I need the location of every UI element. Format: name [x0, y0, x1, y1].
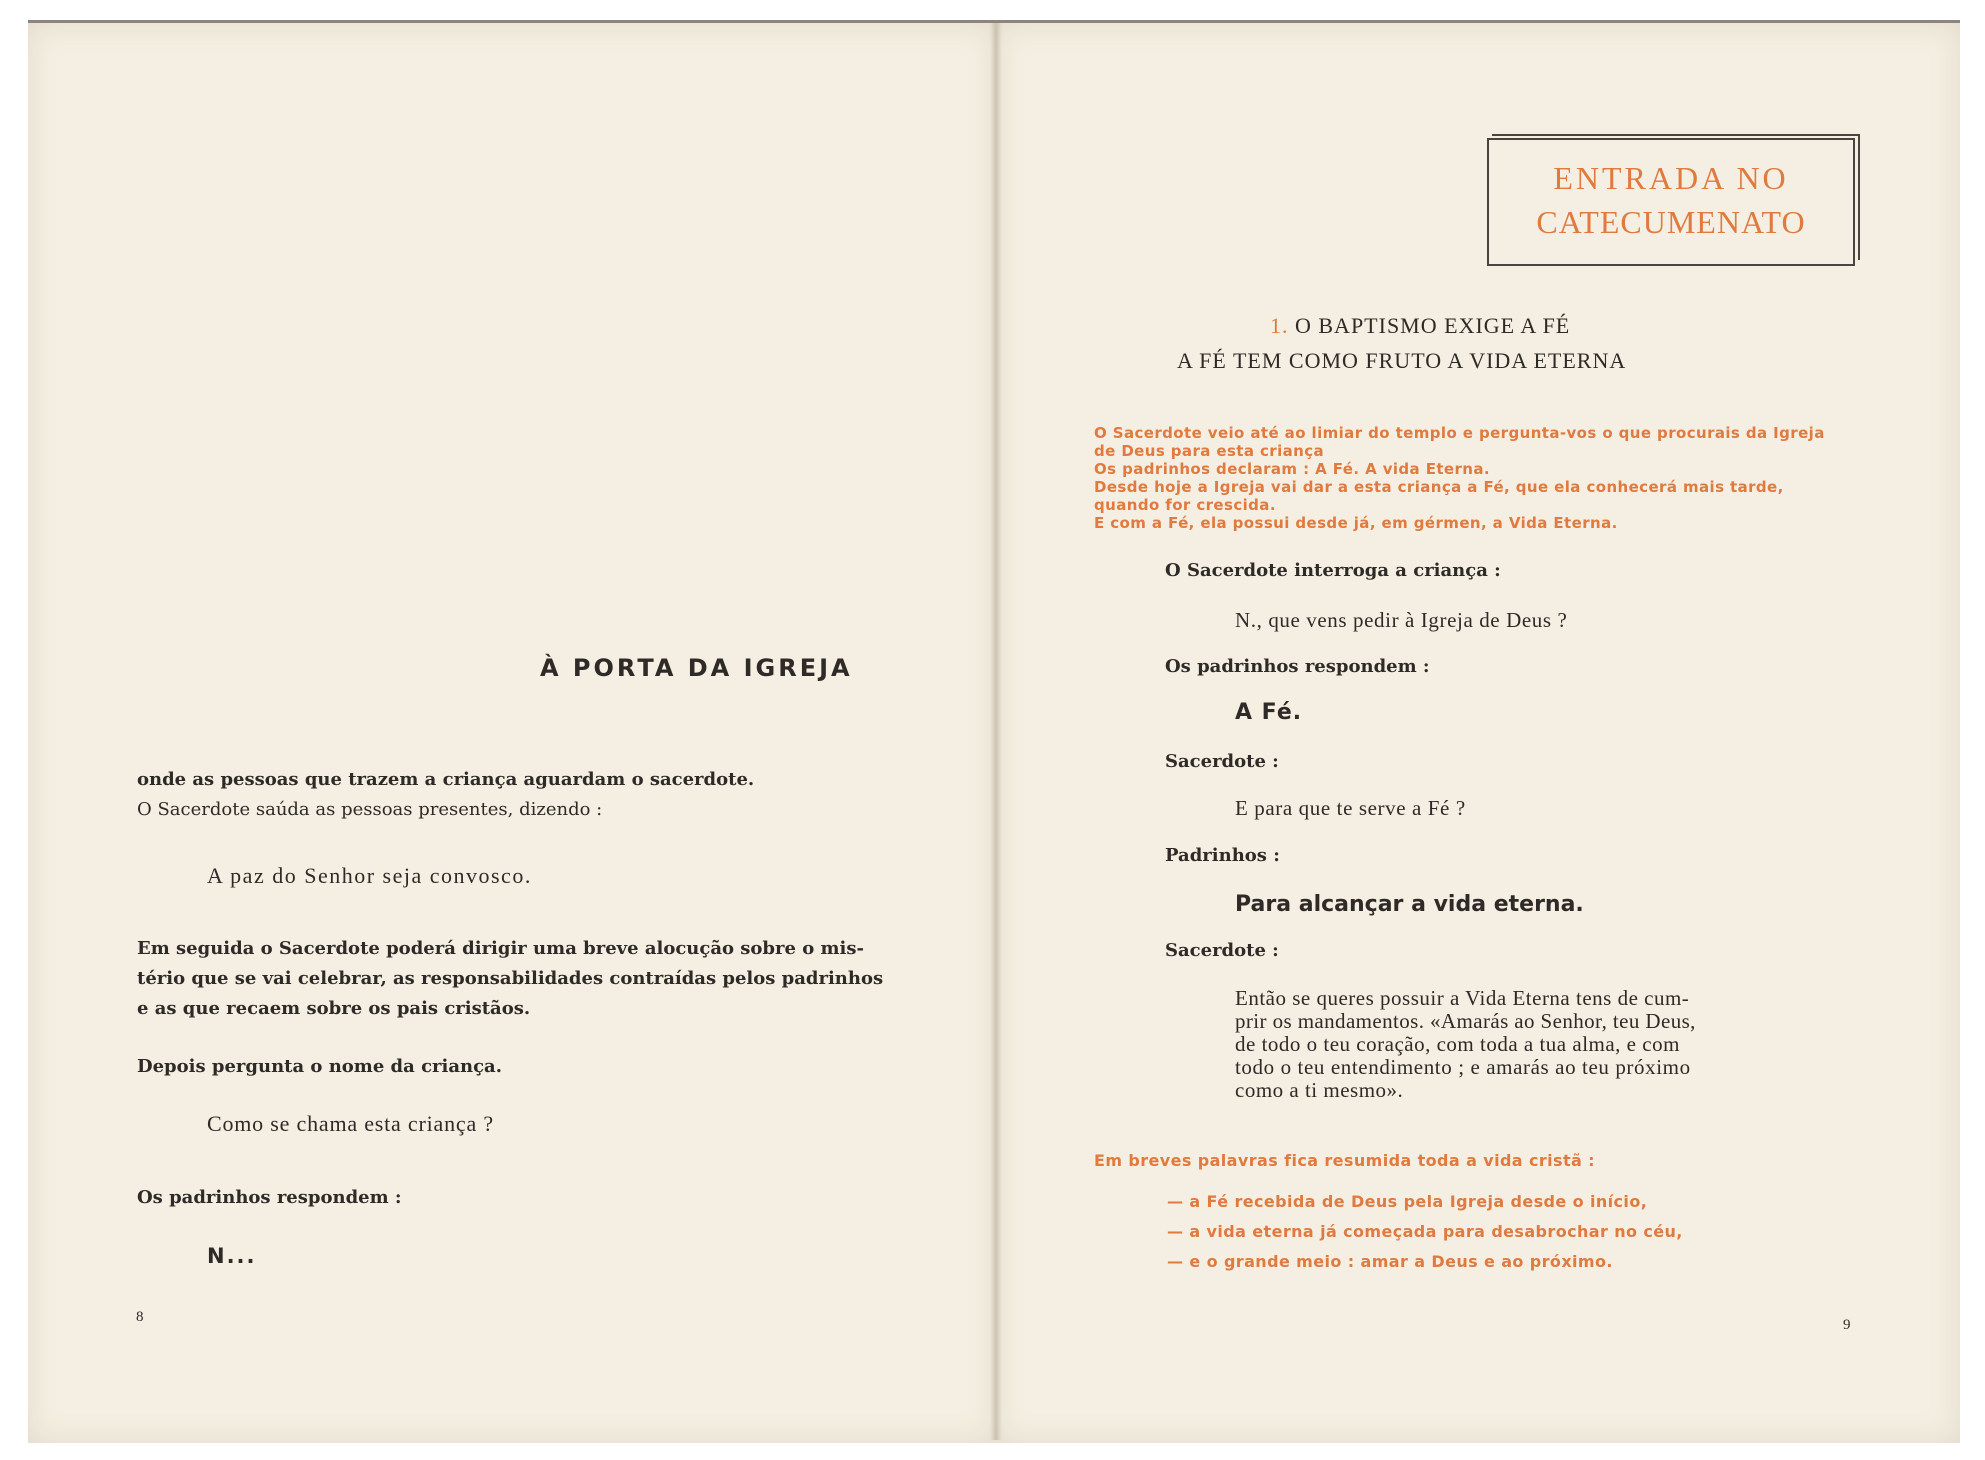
- greeting: A paz do Senhor seja convosco.: [207, 863, 532, 888]
- priest-label-1: Sacerdote :: [1165, 751, 1279, 772]
- priest-paragraph-line-3: de todo o teu coração, com toda a tua alma, e com: [1235, 1032, 1680, 1056]
- page-number-right: 9: [1843, 1317, 1851, 1333]
- question-1: N., que vens pedir à Igreja de Deus ?: [1235, 608, 1568, 632]
- priest-paragraph: [1235, 987, 1696, 1102]
- godparents-respond-left: Os padrinhos respondem :: [137, 1187, 402, 1208]
- priest-label-2: Sacerdote :: [1165, 940, 1279, 961]
- left-page: [28, 20, 996, 1443]
- box-title-line-2: CATECUMENATO: [1536, 204, 1806, 240]
- godparents-respond-right: Os padrinhos respondem :: [1165, 656, 1430, 677]
- note-line-6: E com a Fé, ela possui desde já, em gérmen, a Vida Eterna.: [1094, 514, 1618, 532]
- left-page-title: À PORTA DA IGREJA: [540, 654, 853, 682]
- answer-name: N...: [207, 1244, 257, 1268]
- priest-paragraph-line-4: todo o teu entendimento ; e amarás ao teu próximo: [1235, 1055, 1691, 1079]
- priest-paragraph-line-1: Então se queres possuir a Vida Eterna tens de cum-: [1235, 986, 1690, 1010]
- note-line-3: Os padrinhos declaram : A Fé. A vida Eterna.: [1094, 460, 1490, 478]
- note-line-4: Desde hoje a Igreja vai dar a esta criança a Fé, que ela conhecerá mais tarde,: [1094, 478, 1784, 496]
- instruction-line-2: tério que se vai celebrar, as responsabilidades contraídas pelos padrinhos: [137, 968, 884, 989]
- section-title-2: A FÉ TEM COMO FRUTO A VIDA ETERNA: [1177, 348, 1627, 373]
- summary-line: Em breves palavras fica resumida toda a vida cristã :: [1094, 1151, 1595, 1170]
- godparents-label: Padrinhos :: [1165, 845, 1280, 866]
- summary-bullet-2: — a vida eterna já começada para desabrochar no céu,: [1167, 1222, 1683, 1241]
- page-number-left: 8: [136, 1309, 144, 1325]
- instruction-line-3: e as que recaem sobre os pais cristãos.: [137, 998, 531, 1019]
- box-title-line-1: ENTRADA NO: [1553, 160, 1789, 196]
- ask-name: Depois pergunta o nome da criança.: [137, 1056, 502, 1077]
- intro-line-2: O Sacerdote saúda as pessoas presentes, dizendo :: [137, 799, 603, 820]
- summary-bullet-3: — e o grande meio : amar a Deus e ao próximo.: [1167, 1252, 1613, 1271]
- note-line-2: de Deus para esta criança: [1094, 442, 1325, 460]
- priest-asks: O Sacerdote interroga a criança :: [1165, 560, 1501, 581]
- priest-paragraph-line-2: prir os mandamentos. «Amarás ao Senhor, teu Deus,: [1235, 1009, 1696, 1033]
- priest-paragraph-line-5: como a ti mesmo».: [1235, 1078, 1404, 1102]
- instruction-line-1: Em seguida o Sacerdote poderá dirigir uma breve alocução sobre o mis-: [137, 938, 864, 959]
- summary-bullet-1: — a Fé recebida de Deus pela Igreja desde o início,: [1167, 1192, 1648, 1211]
- note-line-1: O Sacerdote veio até ao limiar do templo e pergunta-vos o que procurais da Igreja: [1094, 424, 1825, 442]
- question-name: Como se chama esta criança ?: [207, 1111, 494, 1136]
- answer-2: Para alcançar a vida eterna.: [1235, 892, 1584, 917]
- section-title-1: O BAPTISMO EXIGE A FÉ: [1295, 313, 1571, 338]
- section-title-box: [1487, 138, 1855, 266]
- section-heading-1: [1270, 313, 1570, 339]
- section-number: 1.: [1270, 313, 1289, 338]
- answer-1: A Fé.: [1235, 700, 1303, 725]
- book-gutter: [990, 20, 1002, 1440]
- box-shadow-frame: [1492, 134, 1860, 260]
- note-line-5: quando for crescida.: [1094, 496, 1276, 514]
- question-2: E para que te serve a Fé ?: [1235, 796, 1466, 820]
- intro-line-1: onde as pessoas que trazem a criança aguardam o sacerdote.: [137, 769, 755, 790]
